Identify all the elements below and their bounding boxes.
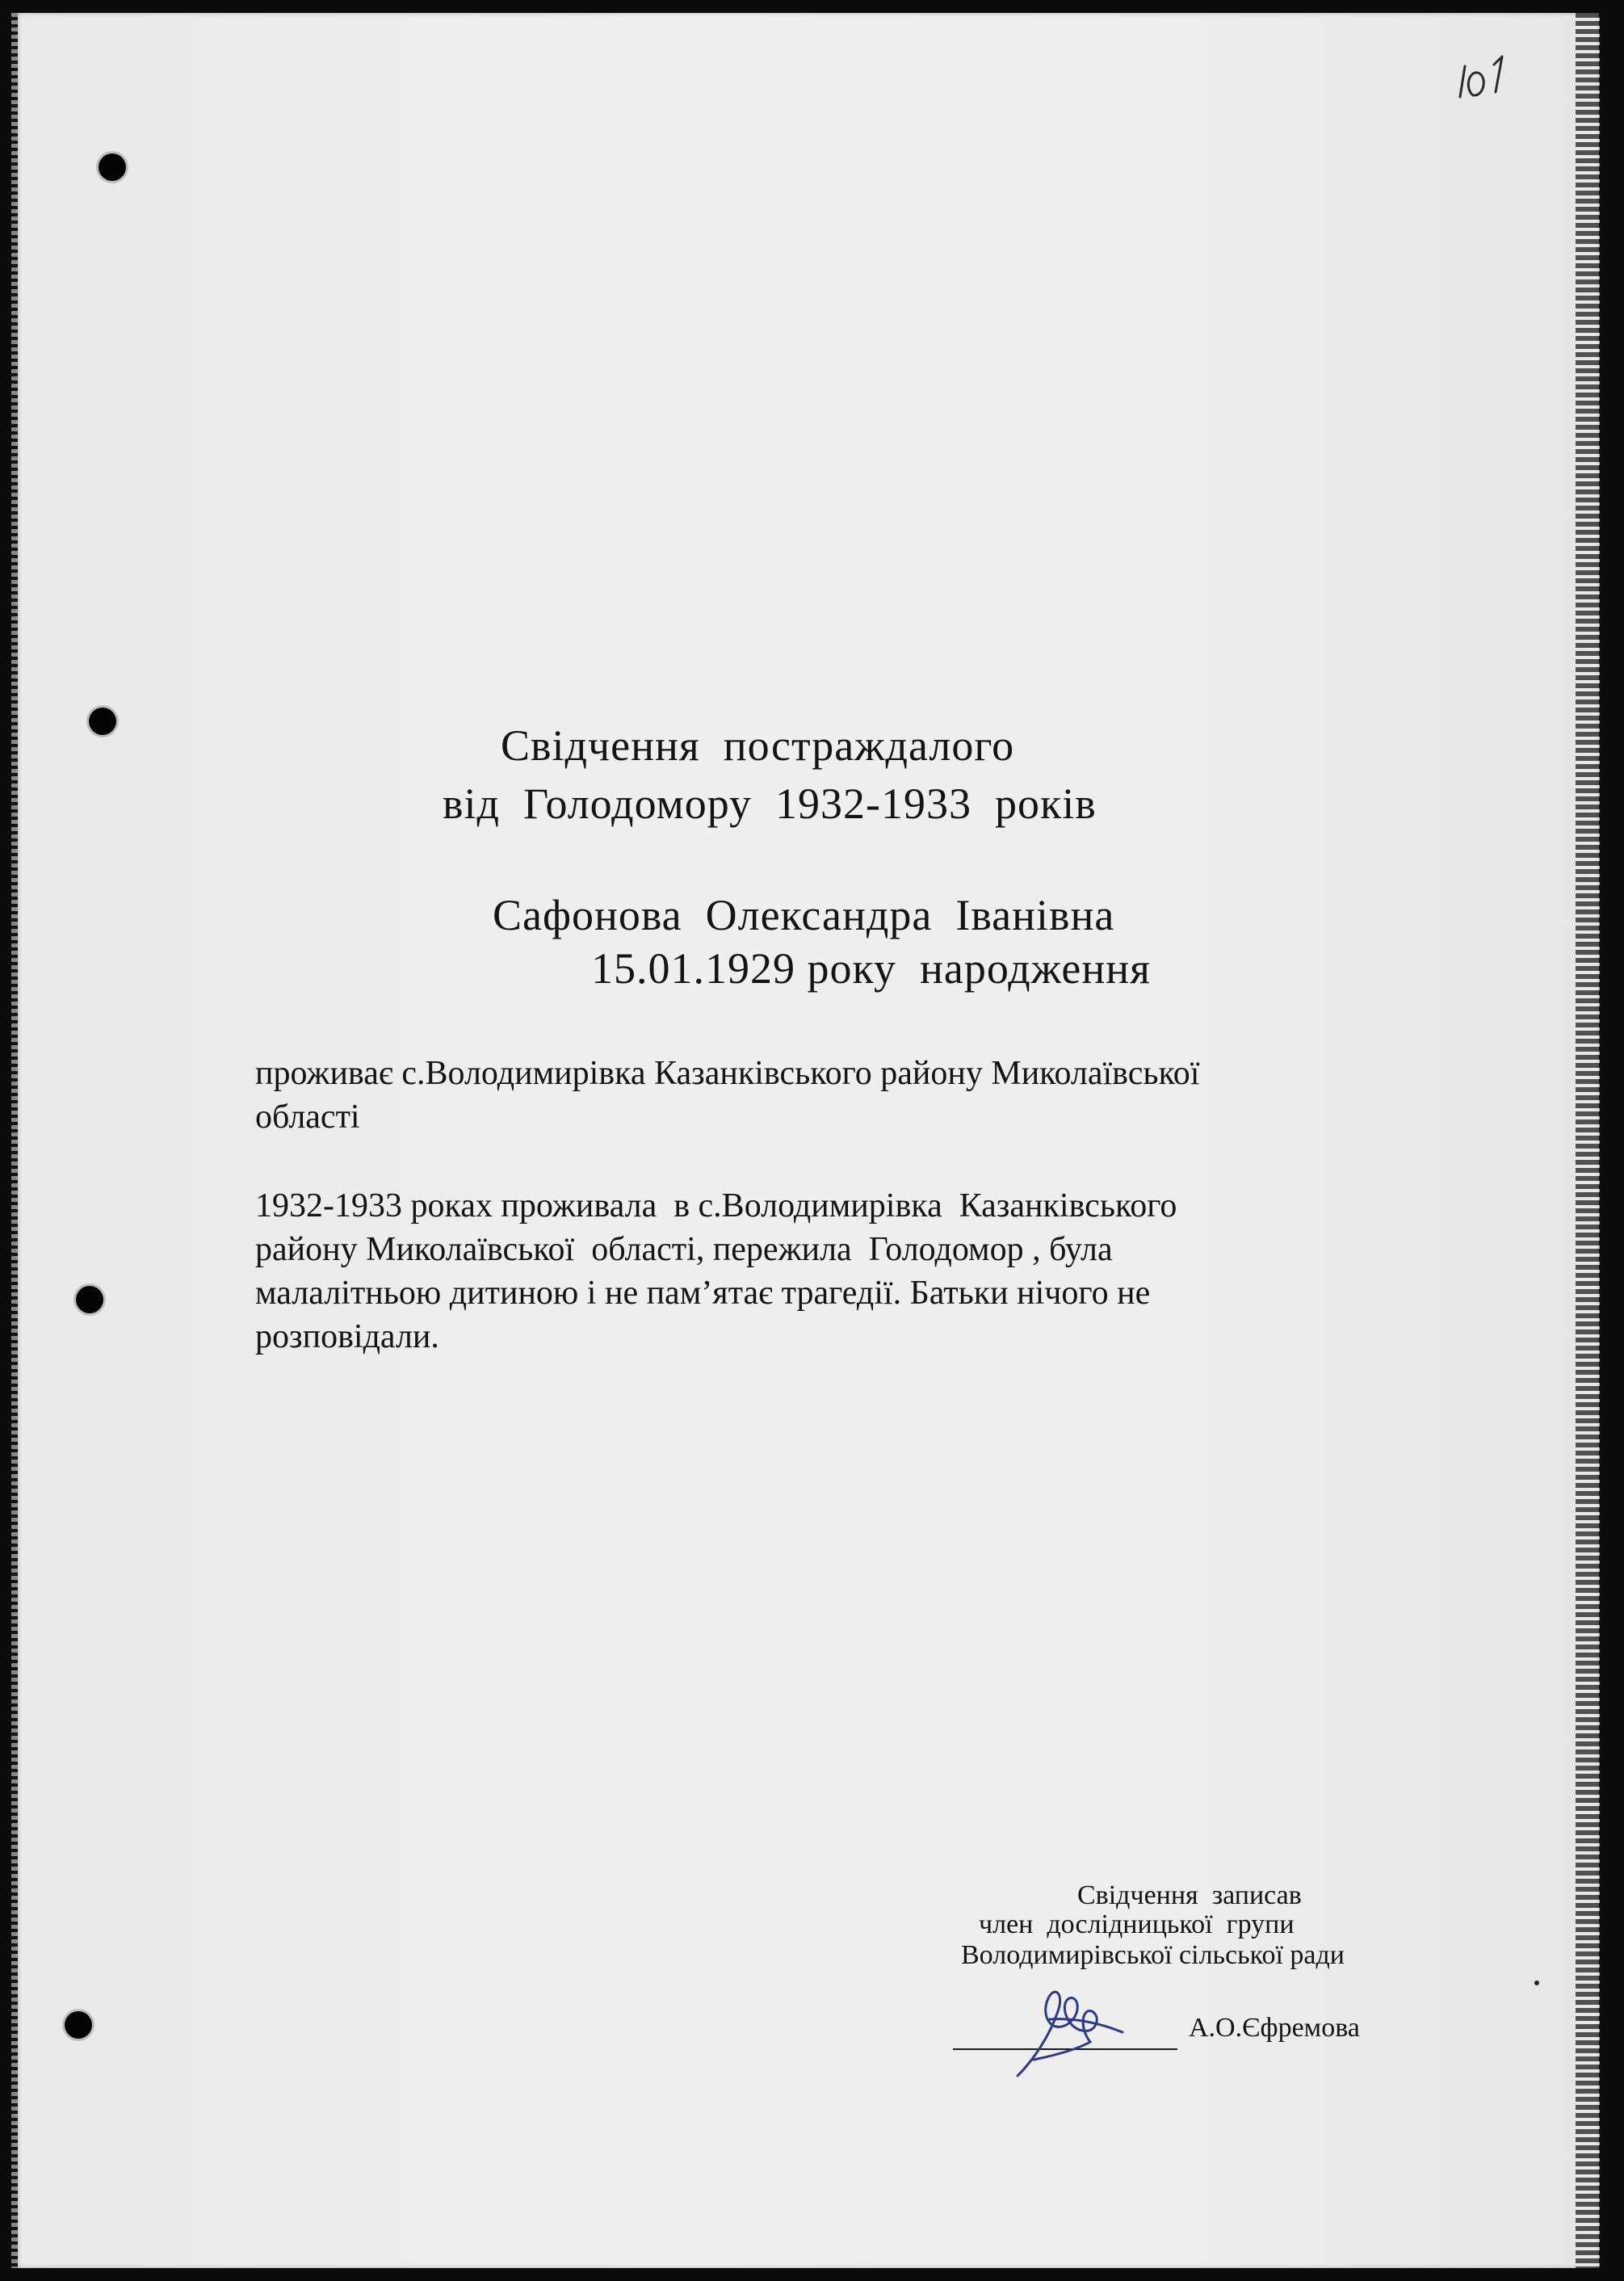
document-title-line1: Свідчення постраждалого xyxy=(501,721,1015,770)
punch-hole xyxy=(76,1286,103,1313)
archive-page-number-handwritten xyxy=(1454,48,1526,121)
document-title-line2: від Голодомору 1932-1933 років xyxy=(443,779,1097,828)
recorder-caption-line3: Володимирівської сільської ради xyxy=(961,1940,1345,1970)
testimony-line3: малалітньою дитиною і не пам’ятає трагедії. Батьки нічого не xyxy=(255,1275,1151,1312)
document-page xyxy=(18,13,1599,2268)
witness-birth-date: 15.01.1929 року народження xyxy=(591,944,1151,993)
witness-name: Сафонова Олександра Іванівна xyxy=(493,891,1115,939)
recorder-caption-line2: член дослідницької групи xyxy=(979,1909,1295,1939)
scan-speck xyxy=(1534,1981,1539,1985)
scanned-right-edge xyxy=(1576,13,1600,2268)
punch-hole xyxy=(89,708,116,735)
handwritten-signature xyxy=(1001,1971,1131,2084)
testimony-line1: 1932-1933 роках проживала в с.Володимирівка Казанківського xyxy=(255,1187,1177,1225)
testimony-line4: розповідали. xyxy=(255,1318,439,1355)
punch-hole xyxy=(65,2011,92,2039)
recorder-name: А.О.Єфремова xyxy=(1189,2013,1360,2043)
residence-line2: області xyxy=(255,1098,360,1136)
punch-hole xyxy=(99,153,126,181)
recorder-caption-line1: Свідчення записав xyxy=(1077,1880,1302,1910)
residence-line1: проживає с.Володимирівка Казанківського району Миколаївської xyxy=(255,1055,1200,1092)
testimony-line2: району Миколаївської області, пережила Голодомор , була xyxy=(255,1231,1113,1268)
